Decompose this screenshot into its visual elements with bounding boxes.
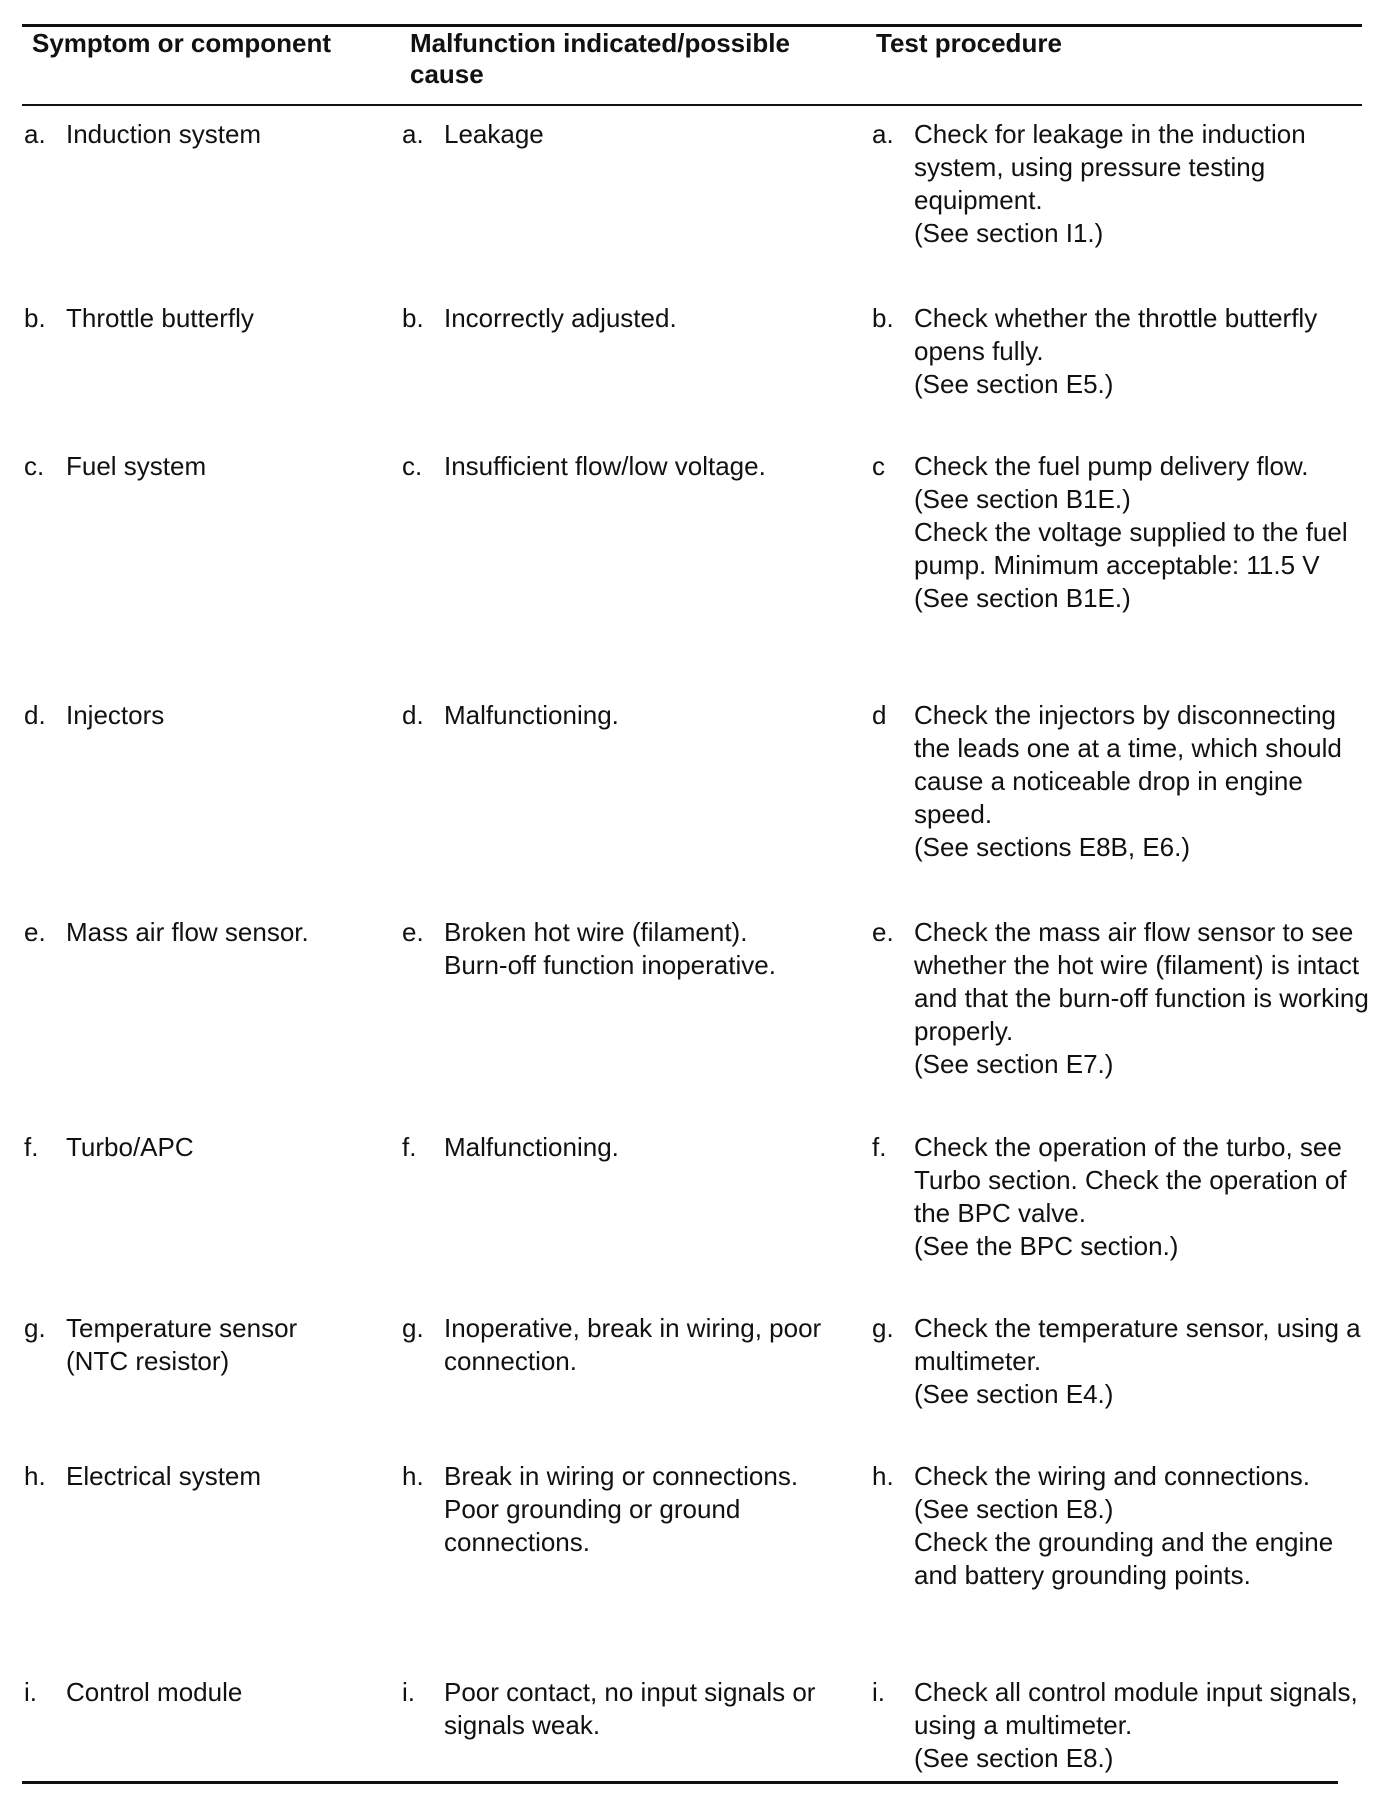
component-text: Mass air flow sensor. xyxy=(66,917,309,947)
malfunction-text: Broken hot wire (filament). Burn-off function inoperative. xyxy=(444,917,776,980)
test-text: Check the injectors by disconnecting the leads one at a time, which should cause a noticeable drop in engine speed. (See sections E8B, E6.) xyxy=(914,700,1342,862)
test-cell xyxy=(872,1131,1372,1263)
malfunction-text: Leakage xyxy=(444,119,544,149)
malfunction-text: Inoperative, break in wiring, poor connection. xyxy=(444,1313,822,1376)
row-label: i. xyxy=(872,1677,885,1707)
malfunction-cell xyxy=(402,1676,872,1742)
component-text: Control module xyxy=(66,1677,243,1707)
test-cell xyxy=(872,916,1372,1081)
component-text: Turbo/APC xyxy=(66,1132,194,1162)
malfunction-cell xyxy=(402,1312,872,1378)
test-text: Check whether the throttle butterfly opens fully. (See section E5.) xyxy=(914,303,1318,399)
row-label: g. xyxy=(24,1313,46,1343)
component-cell xyxy=(24,1312,394,1378)
row-label: a. xyxy=(872,119,894,149)
component-cell xyxy=(24,1460,394,1493)
malfunction-cell xyxy=(402,916,872,982)
component-cell xyxy=(24,450,394,483)
row-label: c xyxy=(872,451,885,481)
test-text: Check the fuel pump delivery flow. (See section B1E.) Check the voltage supplied to the fuel pump. Minimum acceptable: 11.5 V (See section B1E.) xyxy=(914,451,1348,613)
malfunction-cell xyxy=(402,450,872,483)
header-rule xyxy=(22,104,1362,106)
row-label: d. xyxy=(402,700,424,730)
malfunction-cell xyxy=(402,1131,872,1164)
row-label: h. xyxy=(24,1461,46,1491)
row-label: h. xyxy=(872,1461,894,1491)
component-text: Injectors xyxy=(66,700,165,730)
row-label: f. xyxy=(872,1132,887,1162)
test-text: Check the wiring and connections. (See section E8.) Check the grounding and the engine and battery grounding points. xyxy=(914,1461,1334,1590)
test-cell xyxy=(872,302,1372,401)
header-malfunction: Malfunction indicated/possible cause xyxy=(410,28,790,89)
component-text: Fuel system xyxy=(66,451,207,481)
component-cell xyxy=(24,302,394,335)
test-text: Check the operation of the turbo, see Turbo section. Check the operation of the BPC valve. (See the BPC section.) xyxy=(914,1132,1347,1261)
row-label: c. xyxy=(24,451,45,481)
row-label: a. xyxy=(24,119,46,149)
row-label: b. xyxy=(24,303,46,333)
table-top-rule xyxy=(22,24,1362,27)
row-label: d xyxy=(872,700,887,730)
component-text: Electrical system xyxy=(66,1461,262,1491)
test-cell xyxy=(872,1312,1372,1411)
component-text: Induction system xyxy=(66,119,262,149)
malfunction-text: Break in wiring or connections. Poor grounding or ground connections. xyxy=(444,1461,799,1557)
row-label: a. xyxy=(402,119,424,149)
test-text: Check the temperature sensor, using a multimeter. (See section E4.) xyxy=(914,1313,1361,1409)
component-cell xyxy=(24,699,394,732)
row-label: e. xyxy=(872,917,894,947)
test-cell xyxy=(872,1676,1372,1775)
row-label: h. xyxy=(402,1461,424,1491)
malfunction-text: Malfunctioning. xyxy=(444,1132,619,1162)
malfunction-text: Malfunctioning. xyxy=(444,700,619,730)
row-label: f. xyxy=(24,1132,39,1162)
row-label: g. xyxy=(872,1313,894,1343)
header-test-procedure: Test procedure xyxy=(876,28,1062,58)
malfunction-text: Poor contact, no input signals or signals weak. xyxy=(444,1677,816,1740)
component-text: Throttle butterfly xyxy=(66,303,254,333)
test-cell xyxy=(872,450,1372,615)
test-text: Check the mass air flow sensor to see whether the hot wire (filament) is intact and that the burn-off function is working properly. (See section E7.) xyxy=(914,917,1369,1079)
row-label: g. xyxy=(402,1313,424,1343)
malfunction-text: Insufficient flow/low voltage. xyxy=(444,451,766,481)
row-label: e. xyxy=(402,917,424,947)
row-label: i. xyxy=(24,1677,37,1707)
row-label: b. xyxy=(872,303,894,333)
component-cell xyxy=(24,916,394,949)
malfunction-cell xyxy=(402,118,872,151)
test-text: Check for leakage in the induction system, using pressure testing equipment. (See section I1.) xyxy=(914,119,1306,248)
malfunction-cell xyxy=(402,699,872,732)
header-symptom-or-component: Symptom or component xyxy=(32,28,332,58)
test-text: Check all control module input signals, using a multimeter. (See section E8.) xyxy=(914,1677,1358,1773)
test-cell xyxy=(872,118,1372,250)
row-label: f. xyxy=(402,1132,417,1162)
row-label: d. xyxy=(24,700,46,730)
component-cell xyxy=(24,1676,394,1709)
table-bottom-rule xyxy=(22,1781,1338,1784)
row-label: e. xyxy=(24,917,46,947)
row-label: i. xyxy=(402,1677,415,1707)
row-label: b. xyxy=(402,303,424,333)
malfunction-cell xyxy=(402,1460,872,1559)
malfunction-cell xyxy=(402,302,872,335)
malfunction-text: Incorrectly adjusted. xyxy=(444,303,677,333)
test-cell xyxy=(872,699,1372,864)
test-cell xyxy=(872,1460,1372,1592)
row-label: c. xyxy=(402,451,423,481)
component-text: Temperature sensor (NTC resistor) xyxy=(66,1313,298,1376)
component-cell xyxy=(24,1131,394,1164)
component-cell xyxy=(24,118,394,151)
